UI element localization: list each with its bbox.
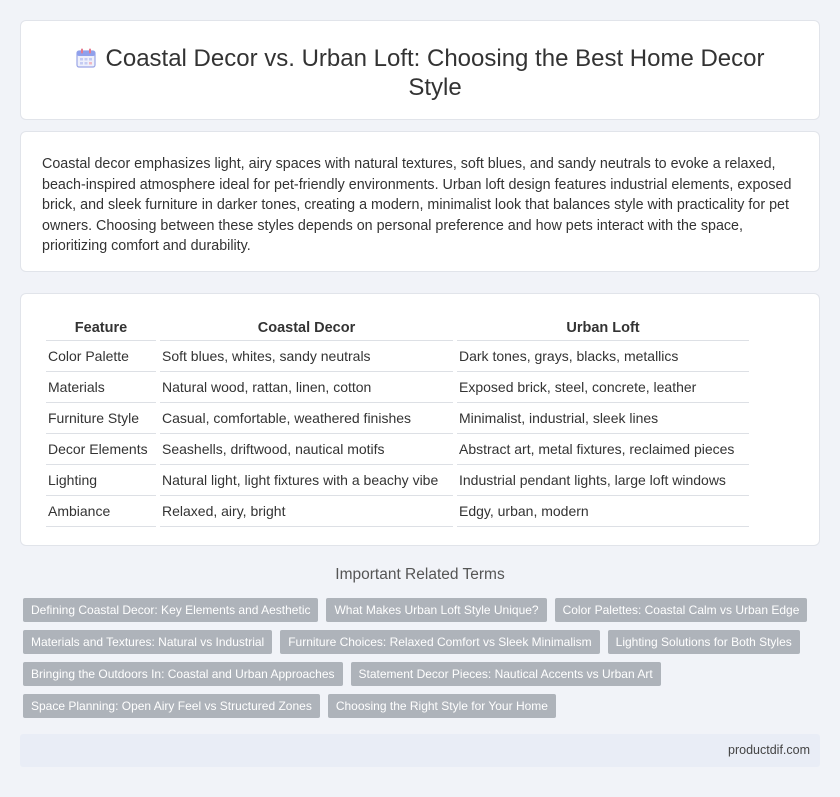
urban-cell: Exposed brick, steel, concrete, leather: [457, 372, 749, 403]
urban-cell: Abstract art, metal fixtures, reclaimed pieces: [457, 434, 749, 465]
feature-cell: Ambiance: [46, 496, 156, 527]
coastal-cell: Seashells, driftwood, nautical motifs: [160, 434, 453, 465]
tag-row: [23, 662, 823, 686]
table-row: [46, 465, 749, 496]
coastal-cell: Soft blues, whites, sandy neutrals: [160, 341, 453, 372]
footer: [20, 734, 820, 767]
related-term-tag[interactable]: Color Palettes: Coastal Calm vs Urban Edge: [555, 598, 808, 622]
tag-row: [23, 598, 823, 622]
coastal-cell: Natural wood, rattan, linen, cotton: [160, 372, 453, 403]
related-term-tag[interactable]: Furniture Choices: Relaxed Comfort vs Sleek Minimalism: [280, 630, 599, 654]
tag-row: [23, 694, 823, 718]
table-row: [46, 341, 749, 372]
table-row: [46, 403, 749, 434]
feature-cell: Materials: [46, 372, 156, 403]
table-row: [46, 372, 749, 403]
feature-cell: Decor Elements: [46, 434, 156, 465]
table-header-row: [46, 313, 749, 341]
coastal-cell: Casual, comfortable, weathered finishes: [160, 403, 453, 434]
coastal-cell: Natural light, light fixtures with a beachy vibe: [160, 465, 453, 496]
intro-card: [20, 131, 820, 272]
related-terms-list: [23, 598, 823, 726]
related-term-tag[interactable]: Lighting Solutions for Both Styles: [608, 630, 800, 654]
related-term-tag[interactable]: Choosing the Right Style for Your Home: [328, 694, 556, 718]
related-term-tag[interactable]: Bringing the Outdoors In: Coastal and Urban Approaches: [23, 662, 343, 686]
header-feature: Feature: [46, 313, 156, 341]
urban-cell: Minimalist, industrial, sleek lines: [457, 403, 749, 434]
related-terms-title: Important Related Terms: [335, 566, 505, 583]
header-coastal: Coastal Decor: [160, 313, 453, 341]
related-term-tag[interactable]: What Makes Urban Loft Style Unique?: [326, 598, 546, 622]
tag-row: [23, 630, 823, 654]
related-term-tag[interactable]: Space Planning: Open Airy Feel vs Structured Zones: [23, 694, 320, 718]
feature-cell: Furniture Style: [46, 403, 156, 434]
related-term-tag[interactable]: Materials and Textures: Natural vs Industrial: [23, 630, 272, 654]
coastal-cell: Relaxed, airy, bright: [160, 496, 453, 527]
table-row: [46, 496, 749, 527]
urban-cell: Dark tones, grays, blacks, metallics: [457, 341, 749, 372]
comparison-card: [20, 293, 820, 546]
table-row: [46, 434, 749, 465]
feature-cell: Color Palette: [46, 341, 156, 372]
urban-cell: Edgy, urban, modern: [457, 496, 749, 527]
feature-cell: Lighting: [46, 465, 156, 496]
comparison-table: [42, 313, 753, 527]
related-term-tag[interactable]: Defining Coastal Decor: Key Elements and Aesthetic: [23, 598, 318, 622]
header-urban: Urban Loft: [457, 313, 749, 341]
header-card: [20, 20, 820, 120]
site-name[interactable]: productdif.com: [728, 743, 810, 757]
urban-cell: Industrial pendant lights, large loft windows: [457, 465, 749, 496]
page-title: Coastal Decor vs. Urban Loft: Choosing the Best Home Decor Style: [105, 45, 765, 101]
related-term-tag[interactable]: Statement Decor Pieces: Nautical Accents vs Urban Art: [351, 662, 661, 686]
intro-paragraph: Coastal decor emphasizes light, airy spaces with natural textures, soft blues, and sandy neutrals to evoke a relaxed, beach-inspired atmosphere ideal for pet-friendly environments. Urban loft design features industrial elements, exposed brick, and sleek furniture in darker tones, creating a modern, minimalist look that balances style with practicality for pet owners. Choosing between these styles depends on personal preference and how pets interact with the space, prioritizing comfort and durability.: [42, 156, 792, 254]
